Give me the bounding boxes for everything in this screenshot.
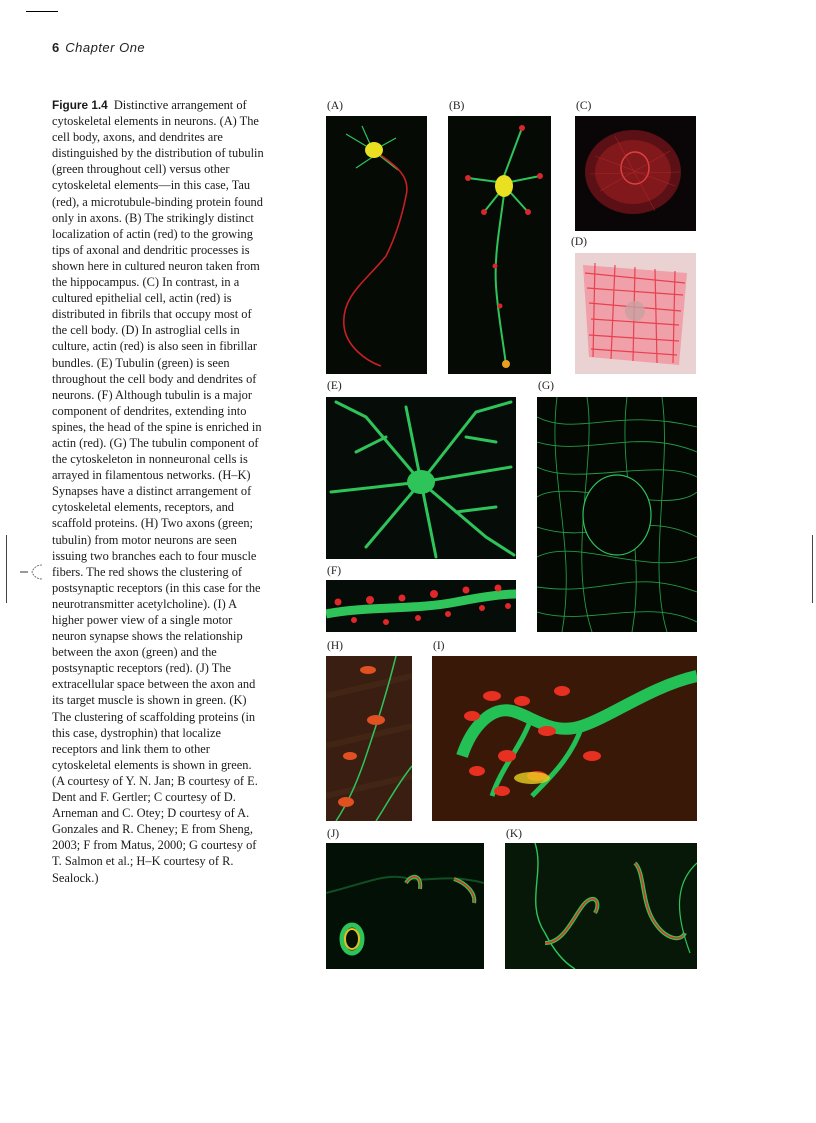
panel-c-image: [575, 116, 696, 231]
panel-label-e: (E): [327, 380, 342, 392]
top-rule: [26, 11, 58, 12]
figure-caption: [52, 97, 266, 886]
panel-e-image: [326, 397, 516, 559]
caption-text: Distinctive arrangement of cytoskeletal elements in neurons. (A) The cell body, axons, and dendrites are distinguished by the distribution of tubulin (green throughout cell) versus other cytoskeletal elements—in this case, Tau (red), a microtubule-binding protein found only in axons. (B) The strikingly distinct localization of actin (red) to the growing tips of axonal and dendritic processes is shown here in cultured neuron taken from the hippocampus. (C) In contrast, in a cultured epithelial cell, actin (red) is distributed in fibrils that occupy most of the cell body. (D) In astroglial cells in culture, actin (red) is also seen in fibrillar bundles. (E) Tubulin (green) is seen throughout the cell body and dendrites of neurons. (F) Although tubulin is a major component of dendrites, extending into spines, the head of the spine is enriched in actin (red). (G) The tubulin component of the cytoskeleton in nonneuronal cells is arrayed in filamentous networks. (H–K) Synapses have a distinct arrangement of cytoskeletal elements, receptors, and scaffold proteins. (H) Two axons (green; tubulin) from motor neurons are seen issuing two branches each to four muscle fibers. The red shows the clustering of postsynaptic receptors (in this case for the neurotransmitter acetylcholine). (I) A higher power view of a single motor neuron synapse shows the relationship between the axon (green) and the postsynaptic receptors (red). (J) The extracellular space between the axon and its target muscle is shown in green. (K) The clustering of scaffolding proteins (in this case, dystrophin) that localize receptors and link them to other cytoskeletal elements is shown in green. (A courtesy of Y. N. Jan; B courtesy of E. Dent and F. Gertler; C courtesy of D. Arneman and C. Otey; D courtesy of A. Gonzales and R. Cheney; E from Sheng, 2003; F from Matus, 2000; G courtesy of T. Salmon et al.; H–K courtesy of R. Sealock.): [52, 98, 264, 885]
astroglial-cell-image: [575, 253, 696, 374]
panel-label-i: (I): [433, 640, 445, 652]
motor-synapse-image: [432, 656, 697, 821]
panel-label-j: (J): [327, 828, 340, 840]
margin-mark-icon: [20, 562, 48, 582]
neuron-actin-image: [448, 116, 551, 374]
panel-h-image: [326, 656, 412, 821]
panel-f-image: [326, 580, 516, 632]
panel-label-b: (B): [449, 100, 465, 112]
neuron-tubulin-image: [326, 397, 516, 559]
epithelial-cell-image: [575, 116, 696, 231]
panel-label-g: (G): [538, 380, 554, 392]
panel-label-k: (K): [506, 828, 522, 840]
panel-i-image: [432, 656, 697, 821]
panel-j-image: [326, 843, 484, 969]
panel-label-f: (F): [327, 565, 342, 577]
extracellular-space-image: [326, 843, 484, 969]
panel-label-a: (A): [327, 100, 343, 112]
motor-axon-branches-image: [326, 656, 412, 821]
neuron-tau-image: [326, 116, 427, 374]
panel-k-image: [505, 843, 697, 969]
panel-label-d: (D): [571, 236, 587, 248]
dystrophin-scaffold-image: [505, 843, 697, 969]
margin-bar-left: [6, 535, 7, 603]
dendrite-spines-image: [326, 580, 516, 632]
margin-bar-right: [812, 535, 813, 603]
panel-d-image: [575, 253, 696, 374]
panel-a-image: [326, 116, 427, 374]
panel-g-image: [537, 397, 697, 632]
tubulin-network-image: [537, 397, 697, 632]
running-head: [52, 40, 145, 55]
panel-label-h: (H): [327, 640, 343, 652]
chapter-title: Chapter One: [65, 40, 146, 55]
page-number: 6: [52, 40, 60, 55]
figure-label: Figure 1.4: [52, 98, 108, 112]
panel-b-image: [448, 116, 551, 374]
panel-label-c: (C): [576, 100, 592, 112]
